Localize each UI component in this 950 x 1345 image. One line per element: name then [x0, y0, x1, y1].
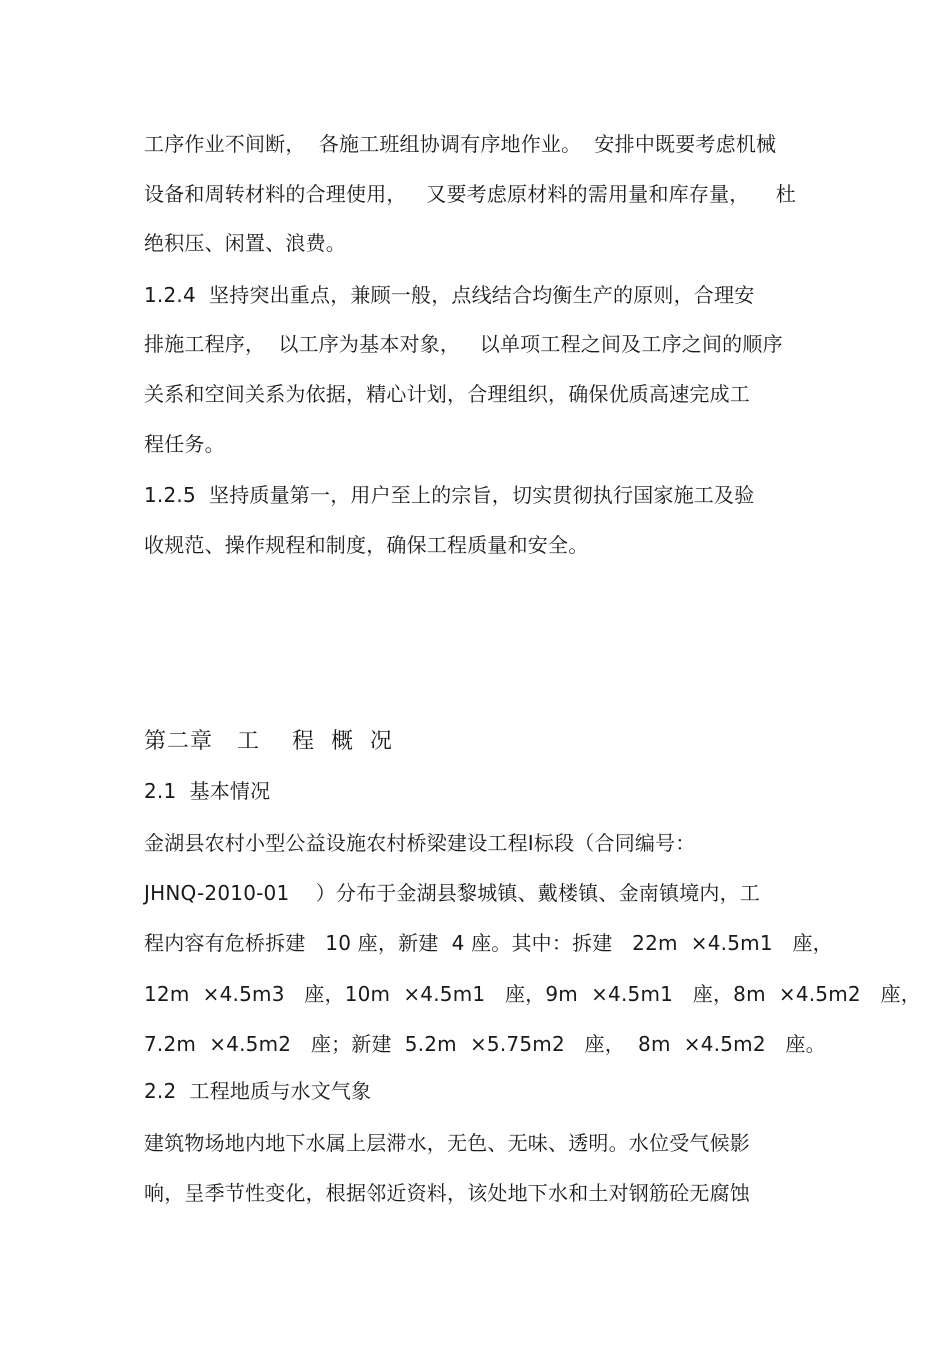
paragraph-line: 1.2.4 坚持突出重点，兼顾一般，点线结合均衡生产的原则，合理安	[144, 283, 755, 307]
paragraph-line: 关系和空间关系为依据，精心计划，合理组织，确保优质高速完成工	[144, 382, 750, 406]
chapter-title: 第二章 工 程 概 况	[144, 729, 393, 754]
paragraph-line: 程内容有危桥拆建 10 座，新建 4 座。其中：拆建 22m ×4.5m1 座，	[144, 931, 833, 955]
paragraph-line: 1.2.5 坚持质量第一，用户至上的宗旨，切实贯彻执行国家施工及验	[144, 483, 755, 507]
paragraph-line: 响，呈季节性变化，根据邻近资料，该处地下水和土对钢筋砼无腐蚀	[144, 1181, 750, 1205]
paragraph-line: 排施工程序， 以工序为基本对象， 以单项工程之间及工序之间的顺序	[144, 332, 783, 356]
paragraph-line: 建筑物场地内地下水属上层滞水，无色、无味、透明。水位受气候影	[144, 1131, 750, 1155]
paragraph-line: 12m ×4.5m3 座，10m ×4.5m1 座，9m ×4.5m1 座，8m ×4.5m2 座，	[144, 982, 921, 1006]
paragraph-line: 金湖县农村小型公益设施农村桥梁建设工程Ⅰ标段（合同编号：	[144, 831, 696, 855]
paragraph-line: 7.2m ×4.5m2 座；新建 5.2m ×5.75m2 座， 8m ×4.5m2 座。	[144, 1032, 826, 1056]
section-heading: 2.1 基本情况	[144, 779, 271, 803]
paragraph-line: 工序作业不间断， 各施工班组协调有序地作业。 安排中既要考虑机械	[144, 132, 777, 156]
paragraph-line: 程任务。	[144, 432, 225, 456]
paragraph-line: 收规范、操作规程和制度，确保工程质量和安全。	[144, 533, 589, 557]
paragraph-line: JHNQ-2010-01 ）分布于金湖县黎城镇、戴楼镇、金南镇境内，工	[144, 881, 761, 905]
paragraph-line: 设备和周转材料的合理使用， 又要考虑原材料的需用量和库存量， 杜	[144, 182, 796, 206]
section-heading: 2.2 工程地质与水文气象	[144, 1079, 372, 1103]
paragraph-line: 绝积压、闲置、浪费。	[144, 231, 346, 255]
